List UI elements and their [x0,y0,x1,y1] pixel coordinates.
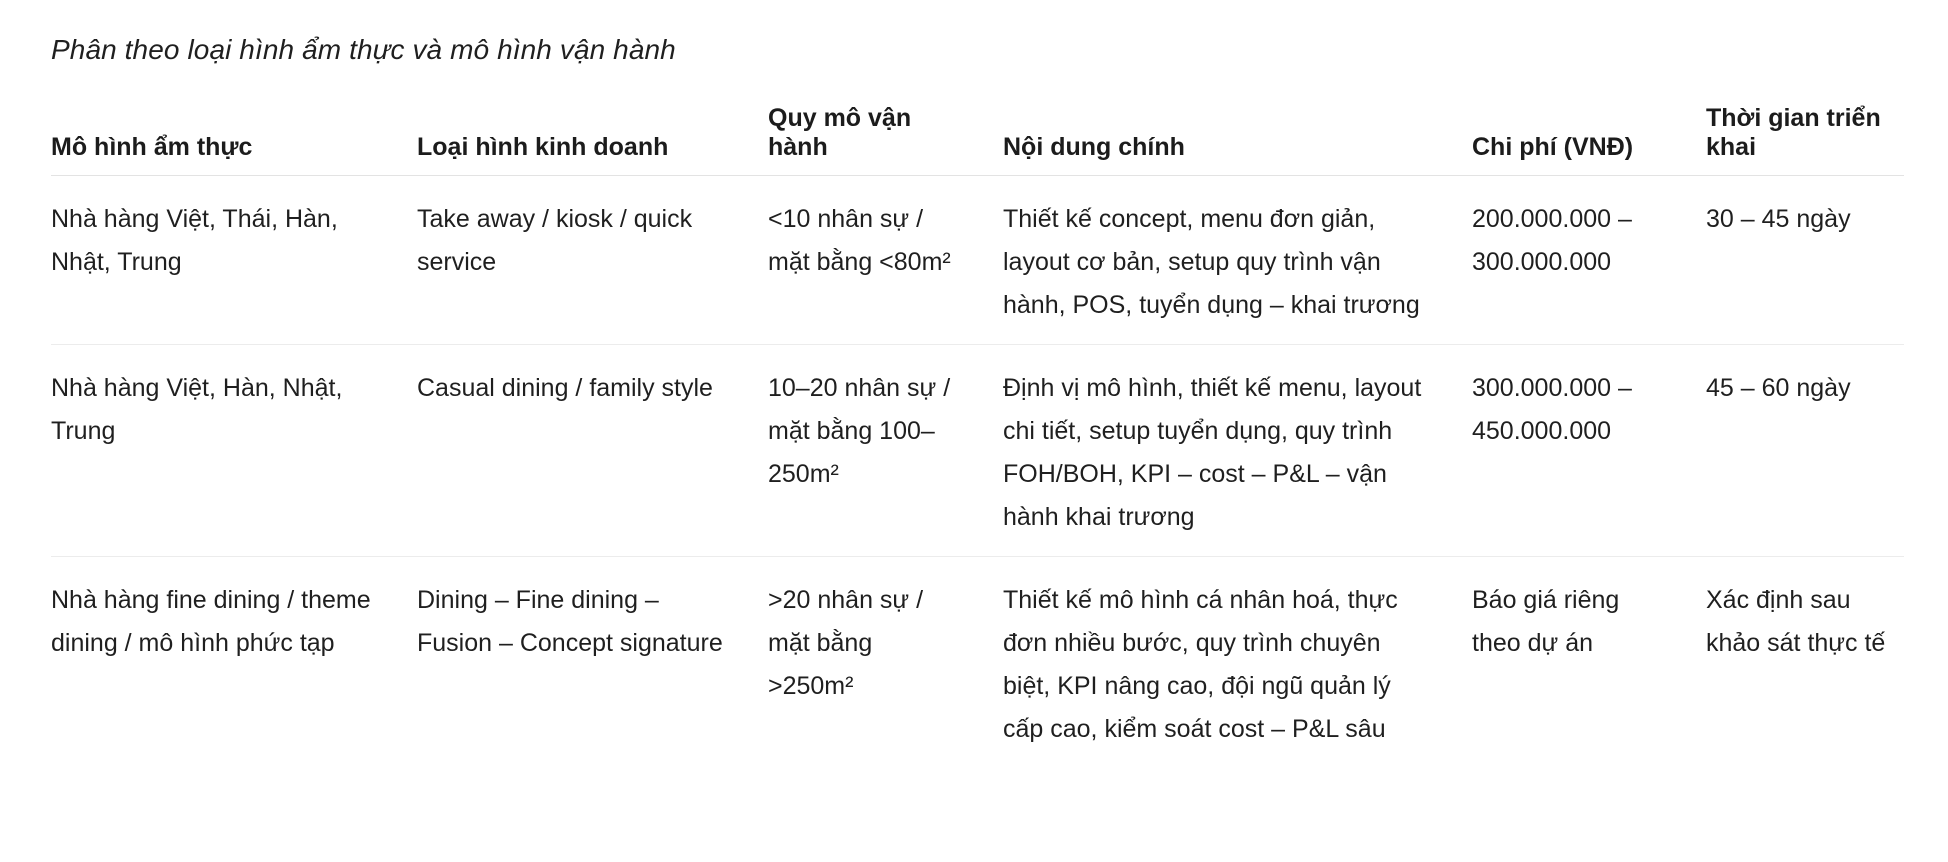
cell-business-type: Take away / kiosk / quick service [417,176,768,345]
cell-model: Nhà hàng fine dining / theme dining / mô hình phức tạp [51,586,371,657]
header-business-type: Loại hình kinh doanh [417,104,768,176]
cell-timeline: Xác định sau khảo sát thực tế [1706,586,1886,657]
cell-content: Thiết kế concept, menu đơn giản, layout cơ bản, setup quy trình vận hành, POS, tuyển dụng – khai trương [1003,176,1472,345]
cell-cost: 300.000.000 – 450.000.000 [1472,345,1706,557]
cell-scale: 10–20 nhân sự / mặt bằng 100–250m² [768,345,1003,557]
table-row [51,176,1904,345]
cell-model: Nhà hàng Việt, Thái, Hàn, Nhật, Trung [51,176,417,345]
table-row [51,557,1904,769]
cell-cost: 200.000.000 – 300.000.000 [1472,176,1706,345]
table-header-row [51,104,1904,176]
cell-scale: <10 nhân sự / mặt bằng <80m² [768,176,1003,345]
cell-content: Thiết kế mô hình cá nhân hoá, thực đơn nhiều bước, quy trình chuyên biệt, KPI nâng cao, đội ngũ quản lý cấp cao, kiểm soát cost – P&L sâu [1003,586,1398,743]
header-timeline: Thời gian triển khai [1706,104,1904,176]
header-cost: Chi phí (VNĐ) [1472,104,1706,176]
cell-scale: >20 nhân sự / mặt bằng >250m² [768,586,924,700]
pricing-table [51,104,1904,768]
cell-timeline: 45 – 60 ngày [1706,345,1904,557]
table-caption: Phân theo loại hình ẩm thực và mô hình vận hành [51,34,676,65]
cell-timeline: 30 – 45 ngày [1706,176,1904,345]
header-model: Mô hình ẩm thực [51,104,417,176]
cell-model: Nhà hàng Việt, Hàn, Nhật, Trung [51,345,417,557]
cell-business-type: Dining – Fine dining – Fusion – Concept signature [417,586,723,657]
header-scale: Quy mô vận hành [768,104,1003,176]
cell-content: Định vị mô hình, thiết kế menu, layout chi tiết, setup tuyển dụng, quy trình FOH/BOH, KPI – cost – P&L – vận hành khai trương [1003,345,1472,557]
cell-cost: Báo giá riêng theo dự án [1472,586,1620,657]
cell-business-type: Casual dining / family style [417,345,768,557]
header-content: Nội dung chính [1003,104,1472,176]
clipped-heading-fragment [51,0,351,6]
table-row [51,345,1904,557]
